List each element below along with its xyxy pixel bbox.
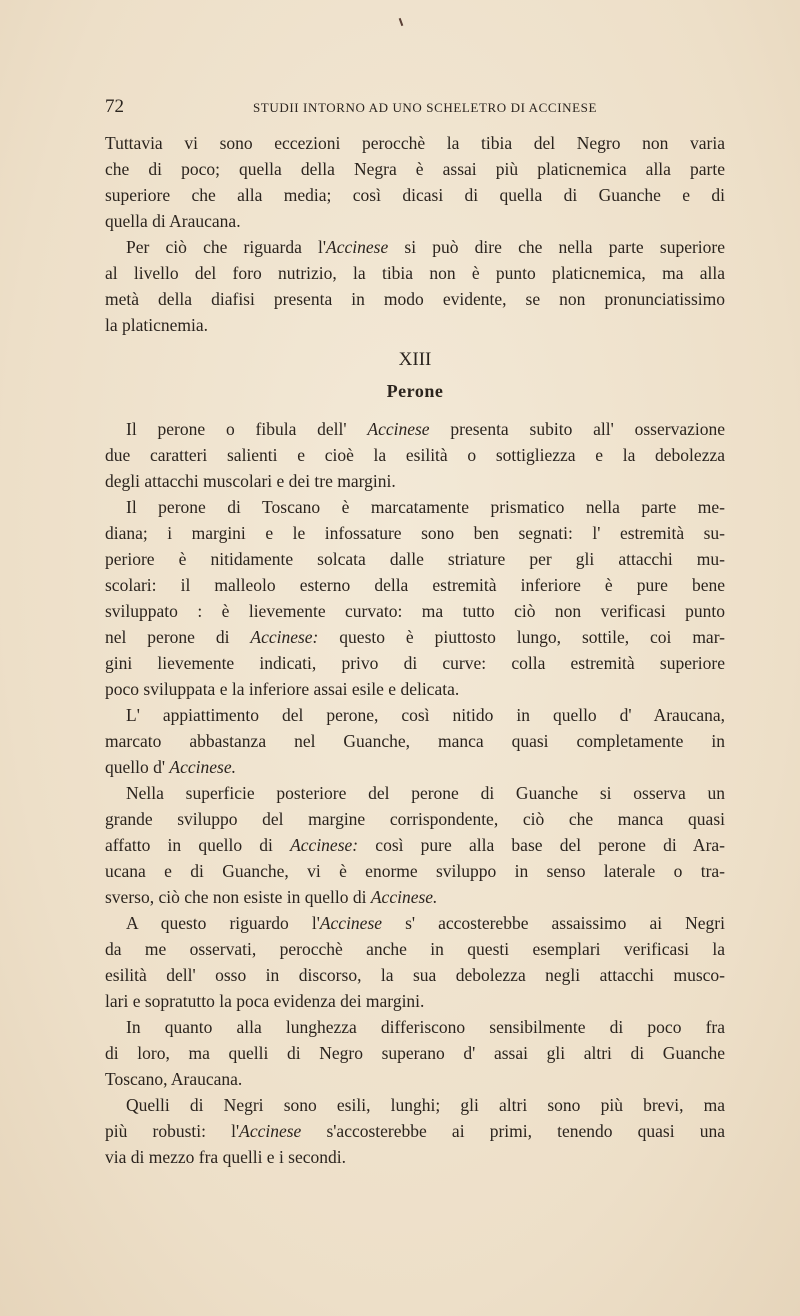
text-segment: Per ciò che riguarda l' [126,237,327,257]
text-segment: la platicnemia. [105,315,209,335]
text-segment: s' accosterebbe assaissimo ai Negri [382,913,725,933]
text-segment: A questo riguardo l' [126,913,320,933]
text-segment: Nella superficie posteriore del perone di Guanche si osserva un [126,783,725,803]
text-segment: affatto in quello di [105,835,291,855]
section-number: XIII [398,349,432,370]
text-segment: di loro, ma quelli di Negro superano d' assai gli altri di Guanche [105,1043,725,1063]
text-segment: quella di Araucana. [105,211,241,231]
text-segment: diana; i margini e le infossature sono ben segnati: l' estremità su- [105,523,725,543]
text-line [105,988,725,1014]
text-line [105,130,725,156]
text-line [105,1092,725,1118]
text-segment: due caratteri salienti e cioè la esilità o sottigliezza e la debolezza [105,445,725,465]
text-segment: periore è nitidamente solcata dalle striature per gli attacchi mu- [105,549,725,569]
text-segment: sverso, ciò che non esiste in quello di [105,887,371,907]
text-segment: al livello del foro nutrizio, la tibia non è punto platicnemica, ma alla [105,263,725,283]
italic-term: Accinese [239,1121,302,1141]
running-title: STUDII INTORNO AD UNO SCHELETRO DI ACCINESE [252,100,598,115]
text-line [105,936,725,962]
text-line [105,754,725,780]
text-segment: Toscano, Araucana. [105,1069,243,1089]
running-header [105,96,725,120]
text-line [105,1014,725,1040]
text-segment: da me osservati, perocchè anche in questi esemplari verificasi la [105,939,725,959]
text-segment: s'accosterebbe ai primi, tenendo quasi una [301,1121,725,1141]
text-line [105,858,725,884]
text-line [105,234,725,260]
text-line [105,806,725,832]
text-line [105,1144,725,1170]
text-line [105,260,725,286]
text-segment: lari e sopratutto la poca evidenza dei margini. [105,991,425,1011]
text-line [105,312,725,338]
text-line [105,780,725,806]
text-segment: L' appiattimento del perone, così nitido in quello d' Araucana, [126,705,725,725]
text-line [105,468,725,494]
text-line [105,494,725,520]
text-line [105,624,725,650]
text-segment: degli attacchi muscolari e dei tre margini. [105,471,396,491]
text-line [105,962,725,988]
text-line [105,884,725,910]
text-segment: ucana e di Guanche, vi è enorme sviluppo in senso laterale o tra- [105,861,725,881]
italic-term: Accinese [367,419,430,439]
text-segment: quello d' [105,757,170,777]
text-segment: nel perone di [105,627,251,647]
text-line [105,286,725,312]
text-segment: Il perone o fibula dell' [126,419,368,439]
text-line [105,1118,725,1144]
italic-term: Accinese [319,913,383,933]
text-segment: metà della diafisi presenta in modo evidente, se non pronunciatissimo [105,289,725,309]
text-segment: si può dire che nella parte superiore [388,237,725,257]
text-segment: che di poco; quella della Negra è assai più platicnemica alla parte [105,159,725,179]
text-segment: marcato abbastanza nel Guanche, manca quasi completamente in [105,731,725,751]
ink-speck [399,18,404,26]
italic-term: Accinese. [370,887,438,907]
text-line [105,650,725,676]
text-line [105,1066,725,1092]
text-segment: superiore che alla media; così dicasi di quella di Guanche e di [105,185,725,205]
text-line [105,832,725,858]
text-line [105,676,725,702]
text-line [105,728,725,754]
text-segment: poco sviluppata e la inferiore assai esile e delicata. [105,679,460,699]
text-segment: via di mezzo fra quelli e i secondi. [105,1147,347,1167]
text-line [105,520,725,546]
text-line [105,572,725,598]
text-line [105,208,725,234]
text-segment: gini lievemente indicati, privo di curve: colla estremità superiore [105,653,725,673]
italic-term: Accinese: [290,835,359,855]
italic-term: Accinese. [169,757,236,777]
text-line [105,910,725,936]
text-segment: In quanto alla lunghezza differiscono sensibilmente di poco fra [126,1017,725,1037]
section-title: Perone [386,381,444,401]
text-line [105,702,725,728]
text-segment: grande sviluppo del margine corrispondente, ciò che manca quasi [105,809,725,829]
text-segment: sviluppato : è lievemente curvato: ma tutto ciò non verificasi punto [105,601,725,621]
text-segment: Quelli di Negri sono esili, lunghi; gli altri sono più brevi, ma [126,1095,725,1115]
text-segment: esilità dell' osso in discorso, la sua debolezza negli attacchi musco- [105,965,725,985]
text-segment: Il perone di Toscano è marcatamente prismatico nella parte me- [126,497,725,517]
text-line [105,598,725,624]
text-line [105,156,725,182]
tibia-text [105,130,725,338]
text-line [105,546,725,572]
italic-term: Accinese [326,237,389,257]
text-segment: più robusti: l' [105,1121,240,1141]
text-line [105,1040,725,1066]
page-number: 72 [105,96,124,117]
text-segment: Tuttavia vi sono eccezioni perocchè la tibia del Negro non varia [105,133,725,153]
text-line [105,182,725,208]
text-segment: presenta subito all' osservazione [429,419,725,439]
italic-term: Accinese: [250,627,319,647]
text-line [105,442,725,468]
perone-text [105,416,725,1170]
text-segment: scolari: il malleolo esterno della estremità inferiore è pure bene [105,575,725,595]
text-line [105,416,725,442]
text-segment: così pure alla base del perone di Ara- [358,835,725,855]
page-body [105,130,725,1170]
text-segment: questo è piuttosto lungo, sottile, coi mar- [318,627,726,647]
